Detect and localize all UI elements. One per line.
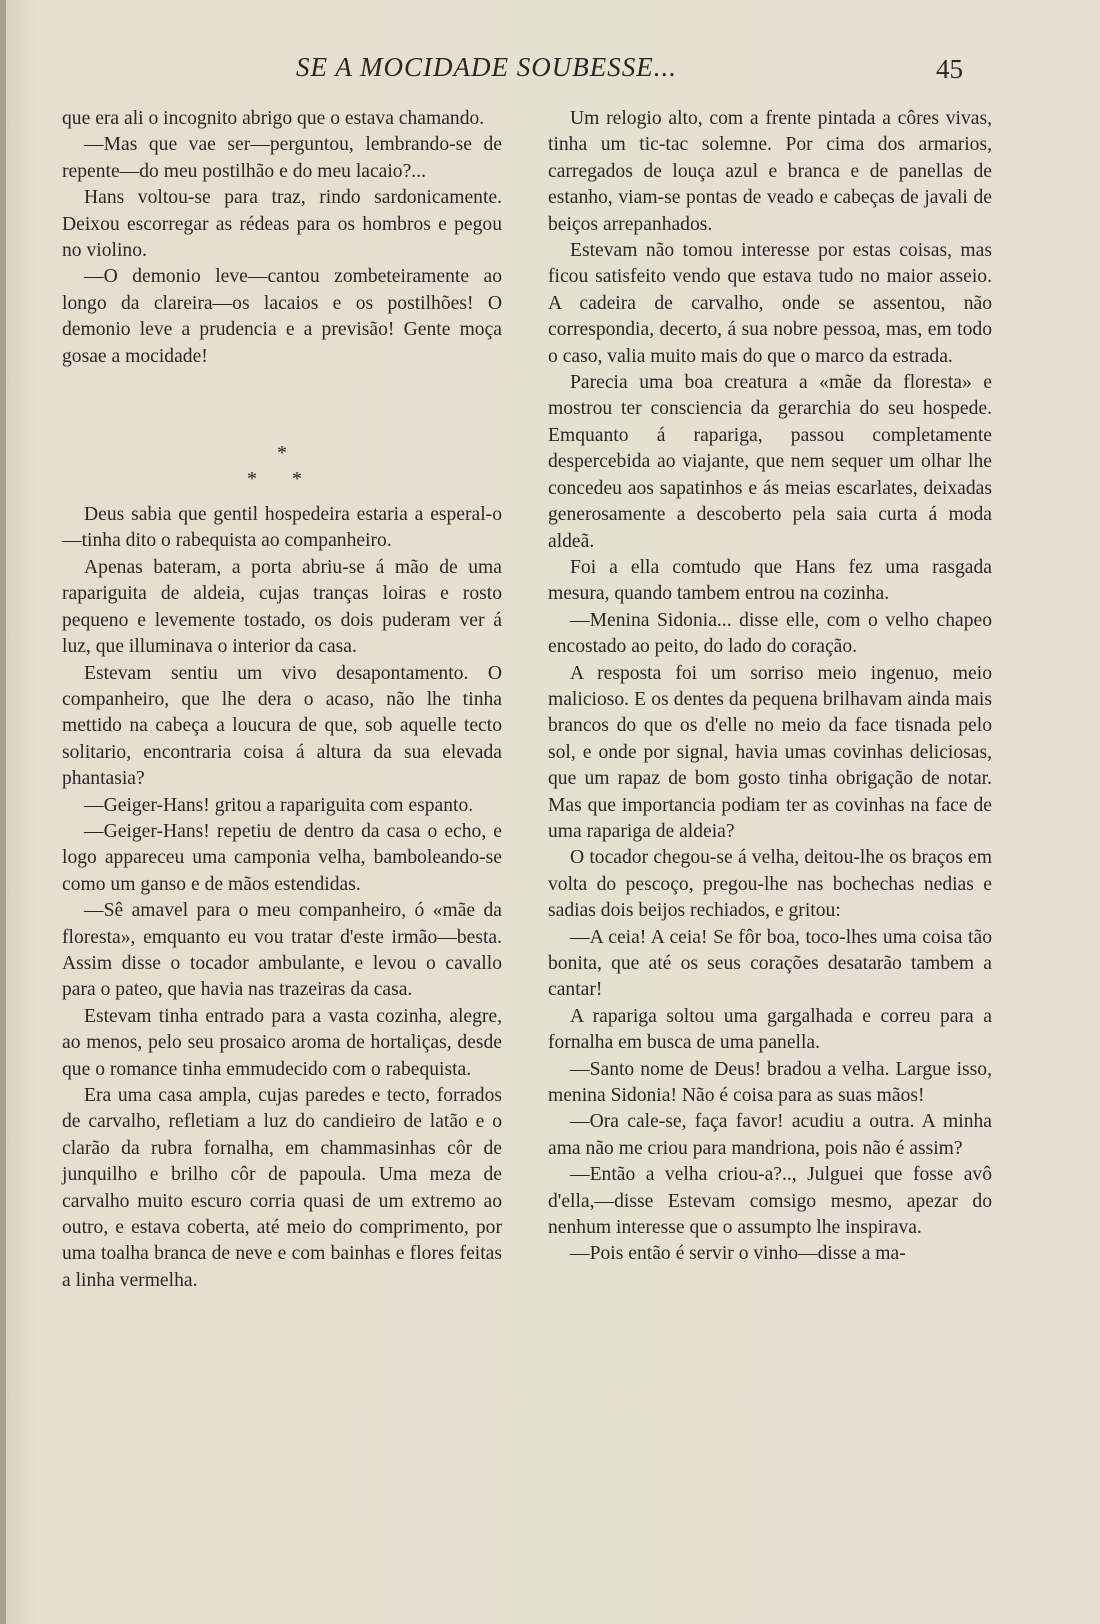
asterisk: *: [277, 442, 287, 465]
asterisk: *: [247, 468, 257, 491]
paragraph: Parecia uma boa creatura a «mãe da floresta» e mostrou ter consciencia da gerarchia do seu hospede. Emquanto á rapariga, passou completamente despercebida ao viajante, que nem sequer um olhar lhe concedeu aos sapatinhos e ás meias escarlates, deixadas generosamente a descoberto pela saia curta á moda aldeã.: [548, 372, 992, 552]
paragraph: A resposta foi um sorriso meio ingenuo, meio malicioso. E os dentes da pequena brilhavam ainda mais brancos do que os d'elle no meio da face tisnada pelo sol, e onde por signal, havia umas covinhas deliciosas, que um rapaz de bom gosto tinha obrigação de notar. Mas que importancia podiam ter as covinhas na face de uma rapariga de aldeia?: [548, 662, 992, 842]
paragraph: que era ali o incognito abrigo que o estava chamando.: [62, 108, 485, 129]
paragraph: —Santo nome de Deus! bradou a velha. Largue isso, menina Sidonia! Não é coisa para as suas mãos!: [548, 1058, 992, 1107]
paragraph: Era uma casa ampla, cujas paredes e tecto, forrados de carvalho, refletiam a luz do candieiro de latão e o clarão da rubra fornalha, em chammasinhas côr de junquilho e brilho côr de papoula. Uma meza de carvalho muito escuro corria quasi de um extremo ao outro, e estava coberta, até meio do comprimento, por uma toalha branca de neve e com bainhas e flores feitas a linha vermelha.: [62, 1085, 502, 1291]
paragraph: Estevam tinha entrado para a vasta cozinha, alegre, ao menos, pelo seu prosaico aroma de hortaliças, desde que o romance tinha emmudecido com o rabequista.: [62, 1005, 502, 1080]
left-column: [62, 106, 502, 1294]
paragraph: —Então a velha criou-a?.., Julguei que fosse avô d'ella,—disse Estevam comsigo mesmo, apezar do nenhum interesse que o assumpto lhe inspirava.: [548, 1164, 992, 1239]
paragraph: —Menina Sidonia... disse elle, com o velho chapeo encostado ao peito, do lado do coração.: [548, 609, 992, 658]
paragraph: O tocador chegou-se á velha, deitou-lhe os braços em volta do pescoço, pregou-lhe nas bochechas nedias e sadias dois beijos rechiados, e gritou:: [548, 847, 992, 922]
paragraph: Apenas bateram, a porta abriu-se á mão de uma rapariguita de aldeia, cujas tranças loiras e rosto pequeno e levemente tostado, os dois puderam ver á luz, que illuminava o interior da casa.: [62, 556, 502, 658]
paragraph: —Pois então é servir o vinho—disse a ma-: [570, 1243, 906, 1265]
paragraph: Um relogio alto, com a frente pintada a côres vivas, tinha um tic-tac solemne. Por cima dos armarios, carregados de louça azul e branca e de panellas de estanho, viam-se pontas de veado e cabeças de javali de beiços arrepanhados.: [548, 108, 992, 235]
paragraph: Hans voltou-se para traz, rindo sardonicamente. Deixou escorregar as rédeas para os hombros e pegou no violino.: [62, 187, 502, 262]
paragraph: Estevam sentiu um vivo desapontamento. O companheiro, que lhe dera o acaso, não lhe tinha mettido na cabeça a loucura de que, sob aquelle tecto solitario, encontraria coisa á altura da sua elevada phantasia?: [62, 662, 502, 790]
section-break-asterism: [62, 370, 502, 502]
paragraph: Estevam não tomou interesse por estas coisas, mas ficou satisfeito vendo que estava tudo no maior asseio. A cadeira de carvalho, onde se assentou, não correspondia, decerto, á sua nobre pessoa, mas, em todo o caso, valia muito mais do que o marco da estrada.: [548, 240, 992, 367]
paragraph: —O demonio leve—cantou zombeteiramente ao longo da clareira—os lacaios e os postilhões! O demonio leve a prudencia e a previsão! Gente moça gosae a mocidade!: [62, 266, 502, 367]
paragraph: —Geiger-Hans! gritou a rapariguita com espanto.: [84, 794, 474, 816]
running-header: [0, 52, 1100, 92]
paragraph: —Mas que vae ser—perguntou, lembrando-se de repente—do meu postilhão e do meu lacaio?...: [62, 134, 502, 182]
page-gutter-edge: [0, 0, 6, 1624]
asterisk: *: [292, 468, 302, 491]
paragraph: Foi a ella comtudo que Hans fez uma rasgada mesura, quando tambem entrou na cozinha.: [548, 556, 992, 605]
paragraph: —Geiger-Hans! repetiu de dentro da casa o echo, e logo appareceu uma camponia velha, bamboleando-se como um ganso e de mãos estendidas.: [62, 820, 502, 895]
paragraph: —Ora cale-se, faça favor! acudiu a outra. A minha ama não me criou para mandriona, pois não é assim?: [548, 1111, 992, 1159]
paragraph: —Sê amavel para o meu companheiro, ó «mãe da floresta», emquanto eu vou tratar d'este irmão—besta. Assim disse o tocador ambulante, e levou o cavallo para o pateo, que havia nas trazeiras da casa.: [62, 900, 502, 1001]
right-column: [548, 106, 992, 1268]
running-title: SE A MOCIDADE SOUBESSE...: [296, 52, 677, 82]
paragraph: —A ceia! A ceia! Se fôr boa, toco-lhes uma coisa tão bonita, que até os seus corações desatarão tambem a cantar!: [548, 926, 992, 1001]
page-number: 45: [936, 54, 963, 84]
paragraph: A rapariga soltou uma gargalhada e correu para a fornalha em busca de uma panella.: [548, 1005, 992, 1054]
paragraph: Deus sabia que gentil hospedeira estaria a esperal-o—tinha dito o rabequista ao companheiro.: [62, 504, 502, 552]
